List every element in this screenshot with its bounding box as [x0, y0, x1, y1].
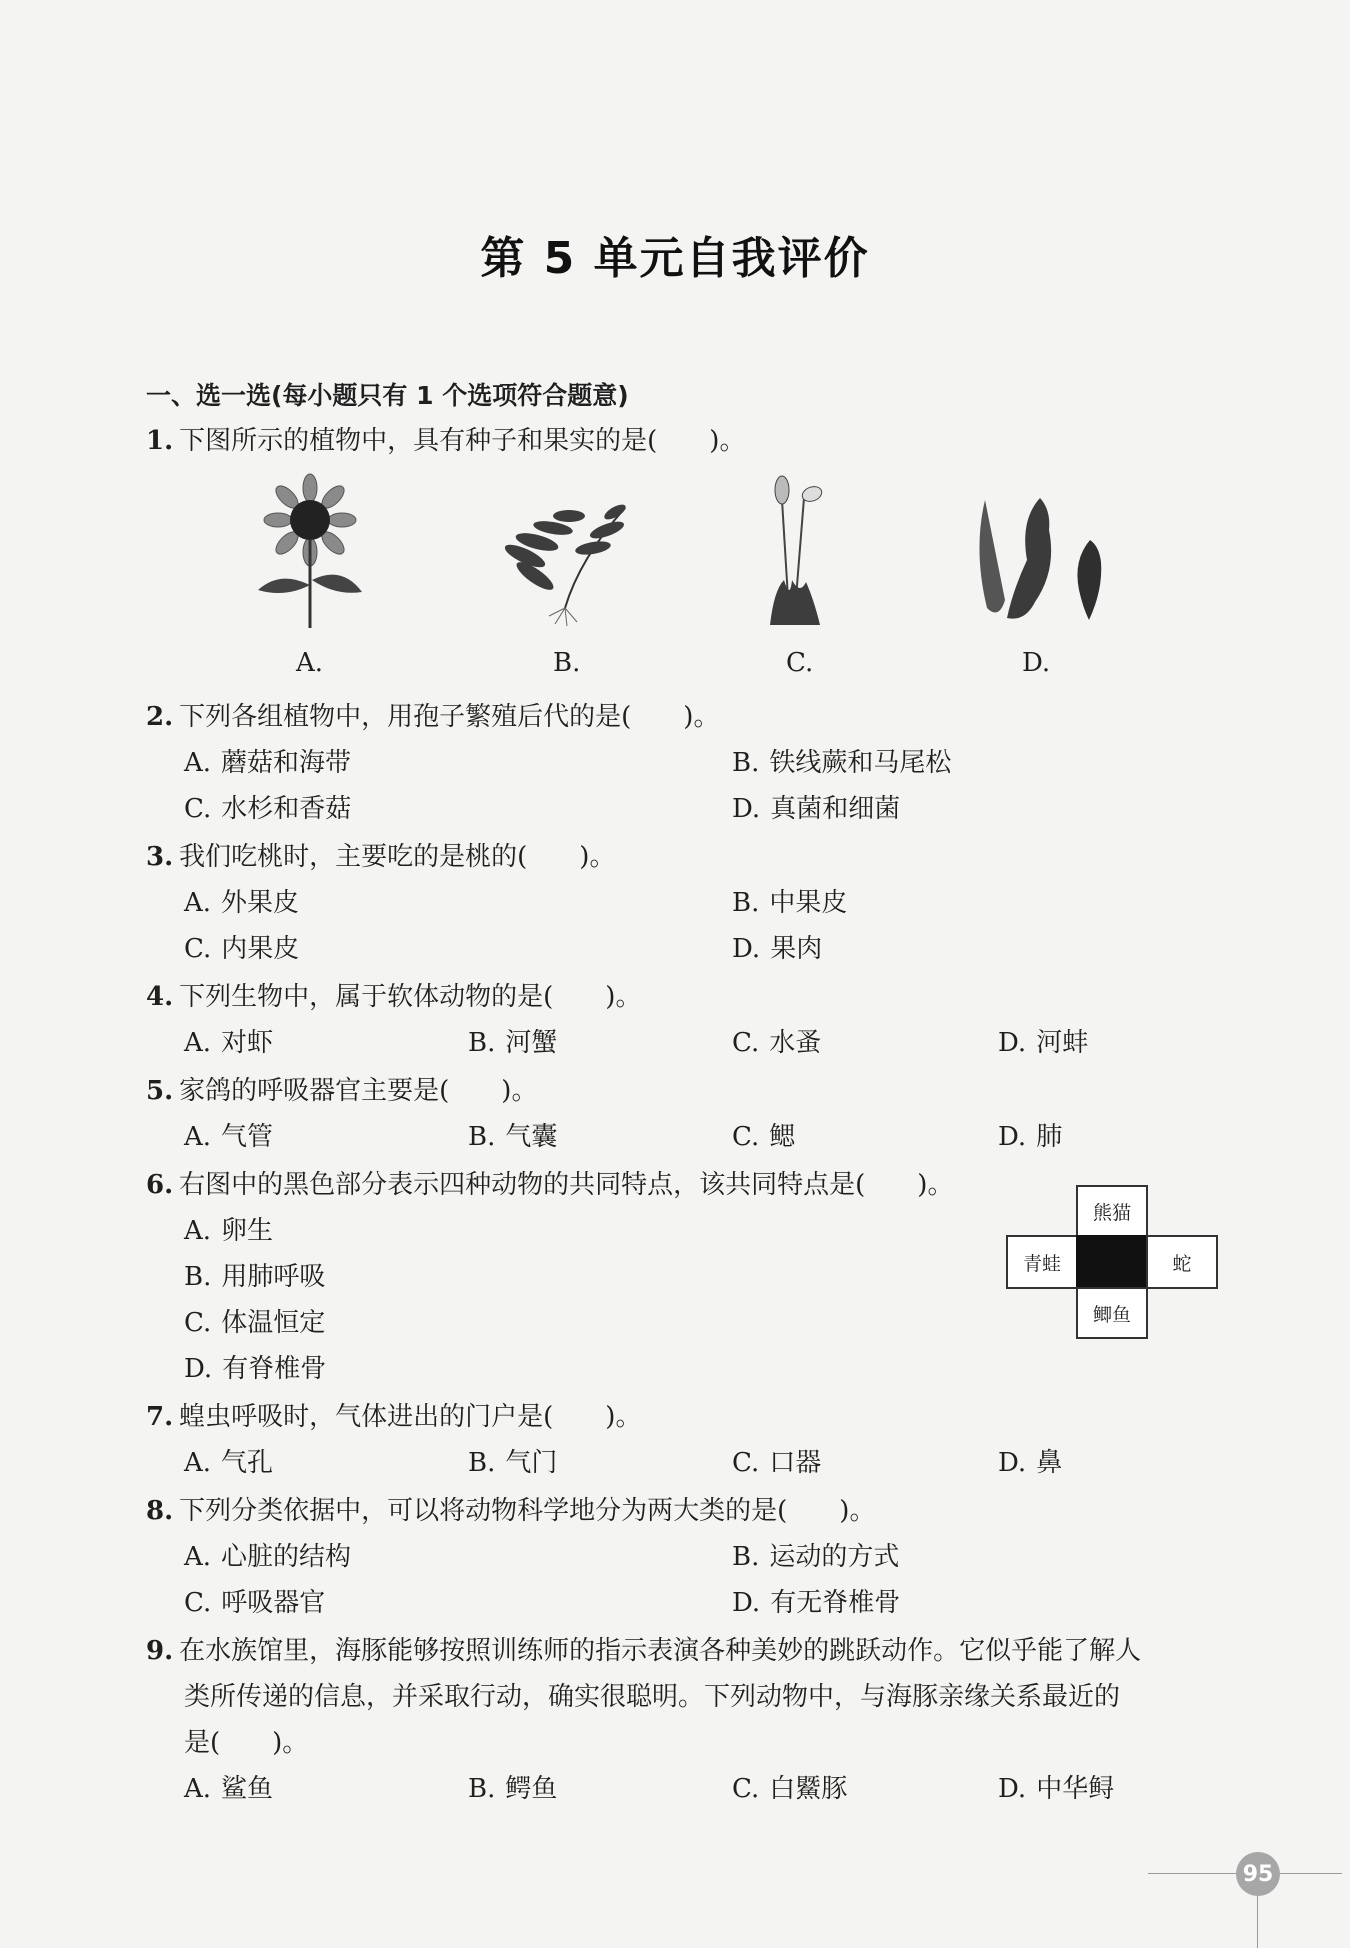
option-c [732, 1120, 795, 1154]
option-letter: C. [732, 1448, 760, 1478]
option-letter: B. [468, 1028, 496, 1058]
question-number: 6. [146, 1170, 174, 1200]
option-letter: C. [732, 1774, 760, 1804]
question-text: 下列生物中，属于软体动物的是( )。 [179, 982, 642, 1012]
option-d [998, 1446, 1062, 1480]
question-7 [146, 1400, 641, 1434]
option-d [998, 1026, 1088, 1060]
option-letter: A. [184, 1774, 212, 1804]
diagram-cell-top: 熊猫 [1076, 1185, 1148, 1237]
option-letter: C. [184, 794, 212, 824]
page-rule-right [1280, 1873, 1342, 1874]
diagram-cell-bottom: 鲫鱼 [1076, 1287, 1148, 1339]
option-c [732, 1772, 847, 1806]
option-letter: D. [184, 1354, 213, 1384]
option-b [468, 1772, 557, 1806]
option-text: 气孔 [221, 1448, 274, 1478]
section-heading: 一、选一选(每小题只有 1 个选项符合题意) [146, 381, 629, 410]
option-a [184, 1120, 273, 1154]
question-text: 下列各组植物中，用孢子繁殖后代的是( )。 [179, 702, 720, 732]
option-letter: C. [184, 1588, 212, 1618]
question-number: 9. [146, 1636, 174, 1666]
option-letter: D. [732, 934, 761, 964]
question-text: 下列分类依据中，可以将动物科学地分为两大类的是( )。 [179, 1496, 876, 1526]
option-letter: A. [184, 1216, 212, 1246]
option-letter: A. [184, 1028, 212, 1058]
option-letter: A. [184, 1542, 212, 1572]
diagram-cell-left: 青蛙 [1006, 1235, 1078, 1289]
option-text: 对虾 [221, 1028, 274, 1058]
option-label: A. [296, 648, 324, 678]
option-b [468, 1446, 557, 1480]
option-a [184, 1772, 273, 1806]
option-text: 鼻 [1036, 1448, 1063, 1478]
option-letter: A. [184, 888, 212, 918]
option-text: 有无脊椎骨 [770, 1588, 901, 1618]
option-letter: B. [732, 1542, 760, 1572]
option-text: 用肺呼吸 [221, 1262, 326, 1292]
option-a [184, 1446, 273, 1480]
option-text: 运动的方式 [769, 1542, 900, 1572]
page-rule-left [1148, 1873, 1236, 1874]
option-letter: D. [998, 1448, 1027, 1478]
option-text: 肺 [1036, 1122, 1063, 1152]
question-number: 3. [146, 842, 174, 872]
question-text: 家鸽的呼吸器官主要是( )。 [179, 1076, 538, 1106]
option-text: 外果皮 [221, 888, 300, 918]
question-8 [146, 1494, 875, 1528]
option-label: D. [1022, 648, 1051, 678]
question-text-cont: 是( )。 [184, 1728, 309, 1758]
option-letter: D. [998, 1028, 1027, 1058]
option-a [184, 1540, 351, 1574]
option-text: 内果皮 [221, 934, 300, 964]
question-number: 5. [146, 1076, 174, 1106]
question-number: 8. [146, 1496, 174, 1526]
option-letter: A. [184, 1448, 212, 1478]
option-text: 气门 [505, 1448, 558, 1478]
option-letter: D. [732, 1588, 761, 1618]
option-d [998, 1772, 1114, 1806]
option-d [732, 792, 900, 826]
option-c [184, 792, 351, 826]
option-text: 口器 [769, 1448, 822, 1478]
option-text: 中果皮 [769, 888, 848, 918]
moss-icon [760, 470, 840, 634]
question-9 [146, 1634, 1141, 1668]
option-text: 真菌和细菌 [770, 794, 901, 824]
question-5 [146, 1074, 537, 1108]
option-b [184, 1260, 325, 1294]
option-text: 有脊椎骨 [222, 1354, 327, 1384]
option-text: 河蚌 [1036, 1028, 1089, 1058]
option-b [732, 886, 847, 920]
question-1 [146, 424, 745, 458]
question-text: 在水族馆里，海豚能够按照训练师的指示表演各种美妙的跳跃动作。它似乎能了解人 [179, 1636, 1142, 1666]
question-6 [146, 1168, 953, 1202]
option-d [732, 932, 822, 966]
question-text: 我们吃桃时，主要吃的是桃的( )。 [179, 842, 616, 872]
option-text: 气管 [221, 1122, 274, 1152]
option-letter: D. [998, 1122, 1027, 1152]
option-letter: C. [732, 1122, 760, 1152]
option-c [732, 1446, 821, 1480]
option-letter: D. [732, 794, 761, 824]
option-letter: C. [184, 1308, 212, 1338]
option-text: 中华鲟 [1036, 1774, 1115, 1804]
option-b [468, 1026, 557, 1060]
option-text: 河蟹 [505, 1028, 558, 1058]
option-text: 鳄鱼 [505, 1774, 558, 1804]
option-letter: B. [184, 1262, 212, 1292]
question-text: 下图所示的植物中，具有种子和果实的是( )。 [179, 426, 746, 456]
question-3 [146, 840, 615, 874]
question-2 [146, 700, 719, 734]
question-number: 4. [146, 982, 174, 1012]
question-text-cont: 类所传递的信息，并采取行动，确实很聪明。下列动物中，与海豚亲缘关系最近的 [184, 1682, 1121, 1712]
question-number: 2. [146, 702, 174, 732]
question-text: 右图中的黑色部分表示四种动物的共同特点，该共同特点是( )。 [179, 1170, 954, 1200]
option-b [468, 1120, 557, 1154]
question-text: 蝗虫呼吸时，气体进出的门户是( )。 [179, 1402, 642, 1432]
question-number: 7. [146, 1402, 174, 1432]
option-label: C. [786, 648, 814, 678]
option-text: 呼吸器官 [221, 1588, 326, 1618]
option-c [732, 1026, 821, 1060]
option-text: 白鱀豚 [769, 1774, 848, 1804]
option-d [732, 1586, 900, 1620]
option-c [184, 1586, 325, 1620]
page-title: 第 5 单元自我评价 [480, 233, 870, 284]
option-text: 卵生 [221, 1216, 274, 1246]
option-d [998, 1120, 1062, 1154]
option-letter: B. [468, 1448, 496, 1478]
option-text: 体温恒定 [221, 1308, 326, 1338]
option-d [184, 1352, 326, 1386]
fern-icon [505, 498, 635, 632]
option-a [184, 746, 351, 780]
option-text: 果肉 [770, 934, 823, 964]
option-letter: C. [184, 934, 212, 964]
option-text: 铁线蕨和马尾松 [769, 748, 952, 778]
option-text: 心脏的结构 [221, 1542, 352, 1572]
question-number: 1. [146, 426, 174, 456]
option-c [184, 932, 299, 966]
diagram-cell-right: 蛇 [1146, 1235, 1218, 1289]
option-b [732, 1540, 899, 1574]
option-text: 蘑菇和海带 [221, 748, 352, 778]
option-a [184, 1026, 273, 1060]
option-letter: A. [184, 1122, 212, 1152]
option-text: 水杉和香菇 [221, 794, 352, 824]
option-letter: B. [732, 888, 760, 918]
option-a [184, 1214, 273, 1248]
diagram-cell-center [1076, 1235, 1148, 1289]
option-b [732, 746, 951, 780]
option-text: 鳃 [769, 1122, 796, 1152]
option-a [184, 886, 299, 920]
option-letter: B. [468, 1774, 496, 1804]
page-number: 95 [1236, 1852, 1280, 1896]
sunflower-icon [250, 470, 370, 634]
seaweed-icon [965, 490, 1115, 634]
option-text: 水蚤 [769, 1028, 822, 1058]
option-text: 鲨鱼 [221, 1774, 274, 1804]
option-letter: A. [184, 748, 212, 778]
option-c [184, 1306, 325, 1340]
option-text: 气囊 [505, 1122, 558, 1152]
question-4 [146, 980, 641, 1014]
option-letter: B. [732, 748, 760, 778]
option-letter: D. [998, 1774, 1027, 1804]
option-letter: B. [468, 1122, 496, 1152]
option-label: B. [553, 648, 581, 678]
option-letter: C. [732, 1028, 760, 1058]
page-rule-down [1257, 1896, 1258, 1948]
